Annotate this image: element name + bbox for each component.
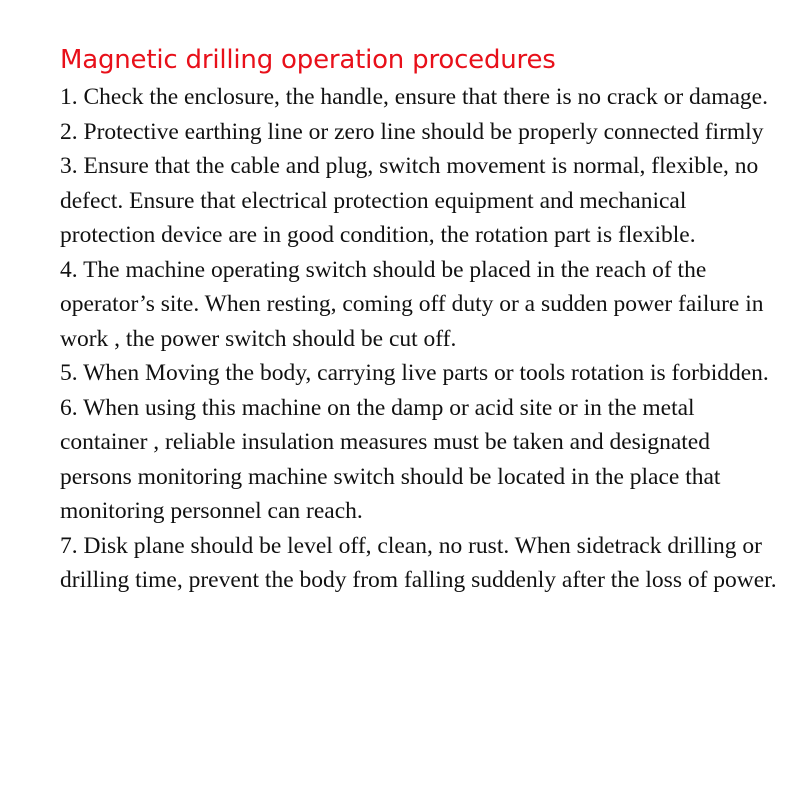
procedure-step: 6. When using this machine on the damp or acid site or in the metal container , reliable insulation measures must be taken and designated persons monitoring machine switch should be located in the place that monitoring personnel can reach. bbox=[60, 394, 721, 524]
procedure-step: 2. Protective earthing line or zero line should be properly connected firmly bbox=[60, 118, 764, 145]
procedure-step: 7. Disk plane should be level off, clean, no rust. When sidetrack drilling or drilling time, prevent the body from falling suddenly after the loss of power. bbox=[60, 532, 777, 593]
procedure-list bbox=[60, 80, 785, 598]
document bbox=[60, 40, 785, 598]
procedure-step: 3. Ensure that the cable and plug, switch movement is normal, flexible, no defect. Ensure that electrical protection equipment and mechanical protection device are in good condition, the rotation part is flexible. bbox=[60, 153, 759, 248]
procedure-step: 4. The machine operating switch should be placed in the reach of the operator’s site. When resting, coming off duty or a sudden power failure in work , the power switch should be cut off. bbox=[60, 256, 764, 352]
document-title: Magnetic drilling operation procedures bbox=[60, 45, 556, 75]
procedure-step: 1. Check the enclosure, the handle, ensure that there is no crack or damage. bbox=[60, 84, 768, 110]
procedure-step: 5. When Moving the body, carrying live parts or tools rotation is forbidden. bbox=[60, 360, 769, 386]
